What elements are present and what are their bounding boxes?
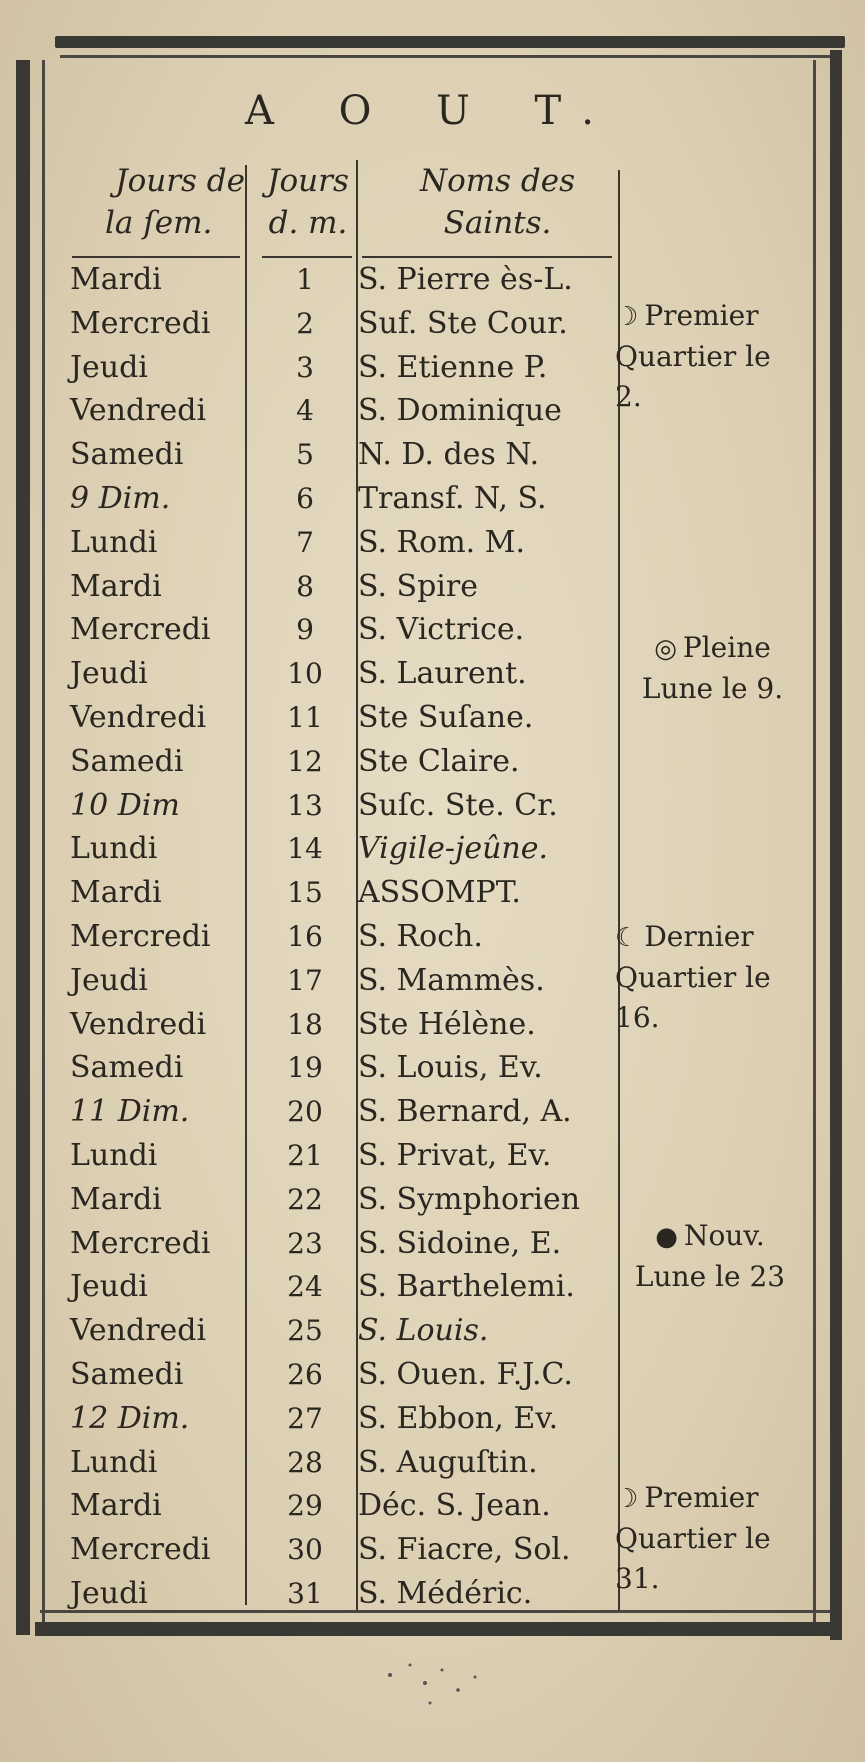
monthday-cell: 9 <box>296 613 314 647</box>
saint-cell: S. Mammès. <box>358 962 545 998</box>
table-row <box>0 565 865 609</box>
monthday-cell: 28 <box>287 1445 323 1479</box>
weekday-cell: Mardi <box>70 262 162 297</box>
saint-cell: S. Louis, Ev. <box>358 1050 543 1086</box>
monthday-cell: 26 <box>287 1357 323 1391</box>
monthday-cell: 27 <box>287 1401 323 1435</box>
weekday-cell: Lundi <box>70 1137 158 1173</box>
table-row <box>0 1134 865 1178</box>
moon-phase-5 <box>615 1478 815 1599</box>
weekday-cell: Mercredi <box>70 1532 211 1568</box>
saint-cell: S. Médéric. <box>358 1575 533 1611</box>
table-row <box>0 1046 865 1090</box>
moon-new-icon: ● <box>655 1222 678 1252</box>
weekday-cell: Mercredi <box>70 305 211 341</box>
weekday-cell: Jeudi <box>70 656 148 692</box>
saint-cell: S. Privat, Ev. <box>358 1137 552 1173</box>
table-row <box>0 1309 865 1353</box>
weekday-cell: Vendredi <box>70 1006 207 1042</box>
monthday-cell: 8 <box>296 569 314 603</box>
frame-bottom-border <box>35 1622 835 1636</box>
weekday-cell: Mardi <box>70 875 162 911</box>
monthday-cell: 13 <box>287 788 323 822</box>
moon-full-icon: ◎ <box>654 634 677 664</box>
monthday-cell: 21 <box>287 1138 323 1172</box>
saint-cell: Déc. S. Jean. <box>358 1488 551 1524</box>
monthday-cell: 20 <box>287 1095 323 1129</box>
header-monthday <box>258 160 358 244</box>
saint-cell: S. Ebbon, Ev. <box>358 1400 559 1436</box>
ink-speckles <box>380 1655 500 1715</box>
moon-phase-3-line1: Dernier <box>644 920 754 953</box>
header-weekday-line2: la ſem. <box>105 205 213 241</box>
saint-cell: ASSOMPT. <box>358 875 521 911</box>
monthday-cell: 31 <box>287 1576 323 1610</box>
weekday-cell: Jeudi <box>70 962 148 998</box>
saint-cell: Ste Hélène. <box>358 1006 536 1042</box>
weekday-cell: Mercredi <box>70 918 211 954</box>
saint-cell: Suſc. Ste. Cr. <box>358 787 558 823</box>
weekday-cell: Samedi <box>70 1050 184 1086</box>
table-row <box>0 740 865 784</box>
moon-phase-2-line2: Lune le 9. <box>641 672 784 705</box>
weekday-cell: Mardi <box>70 568 162 604</box>
saint-cell: S. Auguſtin. <box>358 1444 538 1480</box>
monthday-cell: 19 <box>287 1051 323 1085</box>
moon-phase-3 <box>615 917 815 1038</box>
saint-cell: S. Etienne P. <box>358 349 548 385</box>
weekday-cell: Samedi <box>70 1356 184 1392</box>
weekday-cell: 11 Dim. <box>70 1094 190 1130</box>
weekday-cell: 9 Dim. <box>70 480 171 516</box>
moon-phase-4-line1: Nouv. <box>683 1219 765 1252</box>
table-row <box>0 871 865 915</box>
monthday-cell: 1 <box>296 263 314 296</box>
weekday-cell: Mardi <box>70 1181 162 1217</box>
moon-phase-1-line2: Quartier le <box>615 340 771 373</box>
monthday-cell: 4 <box>296 394 314 428</box>
saint-cell: S. Ouen. F.J.C. <box>358 1356 573 1392</box>
monthday-cell: 5 <box>296 438 314 472</box>
header-saints-line2: Saints. <box>443 205 552 241</box>
saint-cell: S. Dominique <box>358 393 562 429</box>
monthday-cell: 16 <box>287 919 323 953</box>
weekday-cell: Lundi <box>70 524 158 560</box>
weekday-cell: 12 Dim. <box>70 1400 190 1436</box>
monthday-cell: 2 <box>296 306 314 340</box>
moon-phase-2-line1: Pleine <box>682 631 771 664</box>
header-weekday <box>75 160 245 244</box>
header-weekday-line1: Jours de <box>115 163 245 199</box>
table-row <box>0 477 865 521</box>
saint-cell: S. Louis. <box>358 1313 489 1349</box>
weekday-cell: Jeudi <box>70 349 148 385</box>
moon-phase-2 <box>615 628 810 709</box>
monthday-cell: 22 <box>287 1182 323 1216</box>
monthday-cell: 25 <box>287 1314 323 1348</box>
weekday-cell: Mercredi <box>70 612 211 648</box>
moon-first-quarter-icon-2: ☽ <box>615 1484 639 1514</box>
saint-cell: S. Rom. M. <box>358 524 525 560</box>
moon-phase-5-line2: Quartier le <box>615 1522 771 1555</box>
monthday-cell: 30 <box>287 1533 323 1567</box>
monthday-cell: 6 <box>296 481 314 515</box>
table-row <box>0 1090 865 1134</box>
monthday-cell: 7 <box>296 525 314 559</box>
table-row <box>0 827 865 871</box>
saint-cell: S. Spire <box>358 568 478 604</box>
saint-cell: S. Roch. <box>358 918 483 954</box>
monthday-cell: 15 <box>287 876 323 910</box>
frame-top-border <box>55 36 845 48</box>
moon-phase-4-line2: Lune le 23 <box>634 1260 786 1293</box>
weekday-cell: Vendredi <box>70 1313 207 1349</box>
weekday-cell: Lundi <box>70 1444 158 1480</box>
saint-cell: S. Pierre ès-L. <box>358 262 573 297</box>
moon-last-quarter-icon: ☾ <box>615 923 639 953</box>
monthday-cell: 23 <box>287 1226 323 1260</box>
monthday-cell: 17 <box>287 963 323 997</box>
header-monthday-line1: Jours <box>267 163 349 199</box>
moon-phase-1-line1: Premier <box>644 299 759 332</box>
moon-phase-5-line3: 31. <box>615 1562 660 1595</box>
saint-cell: Ste Suſane. <box>358 699 534 735</box>
moon-phase-5-line1: Premier <box>644 1481 759 1514</box>
table-row <box>0 521 865 565</box>
saint-cell: S. Laurent. <box>358 656 527 692</box>
moon-phase-1-line3: 2. <box>615 380 642 413</box>
monthday-cell: 29 <box>287 1489 323 1523</box>
weekday-cell: Jeudi <box>70 1269 148 1305</box>
saint-cell: N. D. des N. <box>358 437 540 473</box>
saint-cell: Transf. N, S. <box>358 480 547 516</box>
saint-cell: S. Bernard, A. <box>358 1094 572 1130</box>
weekday-cell: Lundi <box>70 831 158 867</box>
monthday-cell: 11 <box>287 700 323 734</box>
saint-cell: S. Fiacre, Sol. <box>358 1532 571 1568</box>
saint-cell: Vigile-jeûne. <box>358 831 549 867</box>
table-row <box>0 784 865 828</box>
saint-cell: S. Sidoine, E. <box>358 1225 562 1261</box>
saint-cell: S. Barthelemi. <box>358 1269 575 1305</box>
saint-cell: Ste Claire. <box>358 743 520 779</box>
weekday-cell: Mercredi <box>70 1225 211 1261</box>
monthday-cell: 18 <box>287 1007 323 1041</box>
saint-cell: S. Symphorien <box>358 1181 581 1217</box>
moon-phase-1 <box>615 296 815 417</box>
weekday-cell: Samedi <box>70 437 184 473</box>
frame-top-inner-border <box>60 55 840 58</box>
table-row <box>0 1397 865 1441</box>
table-row <box>0 1178 865 1222</box>
month-title: A O U T. <box>244 88 621 134</box>
table-row <box>0 433 865 477</box>
moon-phase-3-line3: 16. <box>615 1001 660 1034</box>
weekday-cell: Mardi <box>70 1488 162 1524</box>
header-monthday-line2: d. m. <box>268 205 348 241</box>
header-saints <box>375 160 620 244</box>
saint-cell: Suf. Ste Cour. <box>358 305 568 341</box>
monthday-cell: 3 <box>296 350 314 384</box>
saint-cell: S. Victrice. <box>358 612 525 648</box>
moon-phase-3-line2: Quartier le <box>615 961 771 994</box>
weekday-cell: 10 Dim <box>70 787 180 823</box>
monthday-cell: 24 <box>287 1270 323 1304</box>
weekday-cell: Jeudi <box>70 1575 148 1611</box>
weekday-cell: Vendredi <box>70 699 207 735</box>
weekday-cell: Samedi <box>70 743 184 779</box>
monthday-cell: 14 <box>287 832 323 866</box>
header-saints-line1: Noms des <box>419 163 576 199</box>
moon-first-quarter-icon: ☽ <box>615 302 639 332</box>
moon-phase-4 <box>615 1216 805 1297</box>
monthday-cell: 10 <box>287 657 323 691</box>
table-row <box>0 1353 865 1397</box>
monthday-cell: 12 <box>287 744 323 778</box>
weekday-cell: Vendredi <box>70 393 207 429</box>
